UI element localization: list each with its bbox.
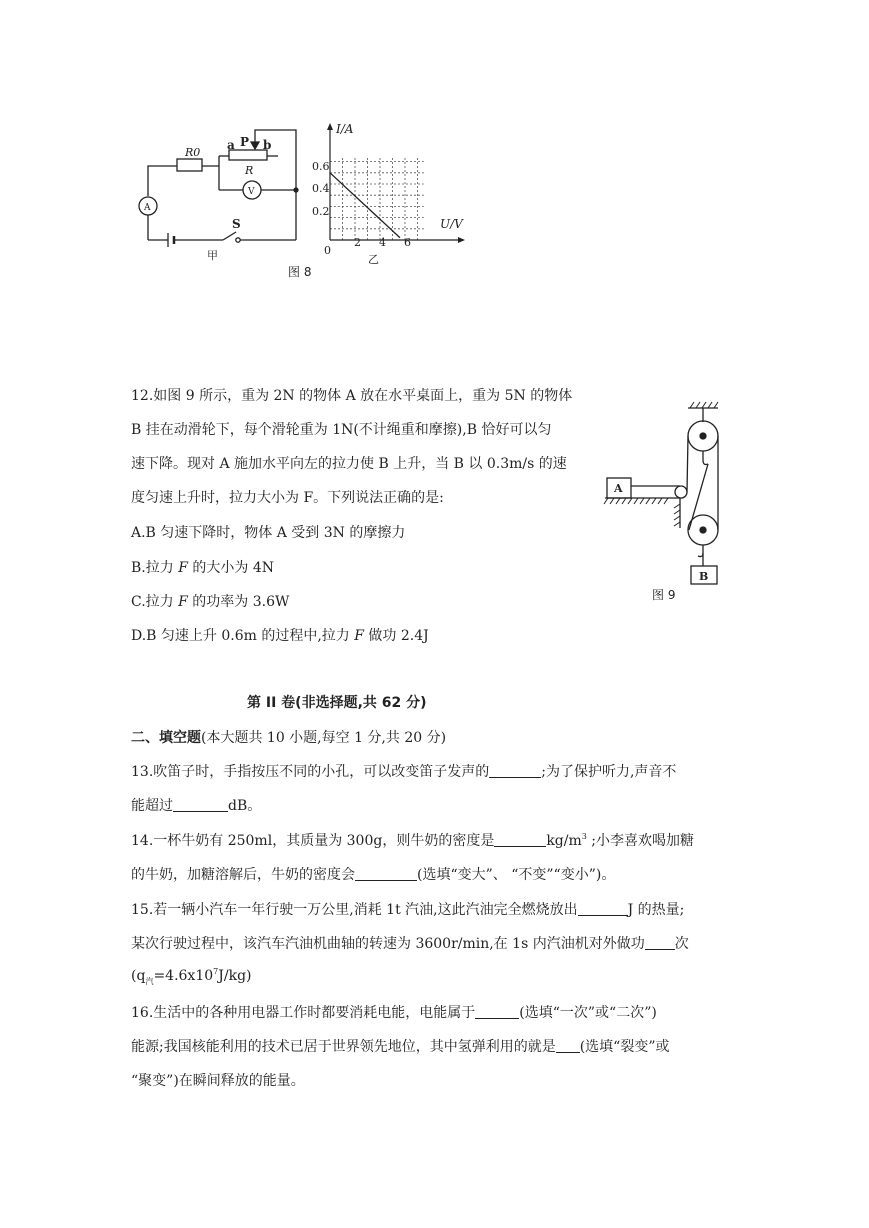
- q13-text-2: 能超过: [131, 798, 173, 814]
- label-b: b: [263, 138, 272, 152]
- q12-line-4: 度匀速上升时，拉力大小为 F。下列说法正确的是:: [131, 490, 444, 506]
- figure-8: [128, 118, 478, 283]
- q13-blank-1[interactable]: [489, 763, 541, 778]
- figure-9: [600, 398, 750, 608]
- label-p: P: [240, 135, 250, 149]
- fixed-pulley-lower-hook: [703, 451, 708, 465]
- q15-line-2: [131, 933, 689, 953]
- q16-text-2: 能源;我国核能利用的技术已居于世界领先地位，其中氢弹利用的就是: [131, 1039, 556, 1055]
- q12-option-d-post: 做功 2.4J: [363, 628, 429, 644]
- circuit-diagram: [139, 130, 298, 247]
- q16-blank-2[interactable]: [556, 1038, 580, 1053]
- movable-pulley-axle: [700, 527, 706, 533]
- q14-blank-1[interactable]: [494, 832, 546, 847]
- q14-unit: kg/m: [546, 833, 582, 849]
- q14-line-2: [131, 864, 615, 884]
- switch-blade: [223, 232, 236, 240]
- y-axis-label: I/A: [336, 122, 354, 136]
- q12-option-c-var: F: [178, 594, 188, 610]
- label-block-b: B: [699, 570, 709, 583]
- q16-blank-1[interactable]: [475, 1004, 519, 1019]
- q14-text-1: 14.一杯牛奶有 250ml，其质量为 300g，则牛奶的密度是: [131, 833, 495, 849]
- q12-line-3: 速下降。现对 A 施加水平向左的拉力使 B 上升，当 B 以 0.3m/s 的速: [131, 456, 567, 472]
- q12-option-c-post: 的功率为 3.6W: [187, 594, 290, 610]
- section-2-heading: [131, 727, 446, 747]
- figure-9-caption: 图 9: [652, 588, 676, 602]
- figure-8-caption: 图 8: [288, 265, 312, 279]
- q15-line-1: [131, 899, 684, 919]
- q12-option-b: [131, 557, 274, 577]
- switch-contact: [236, 238, 240, 242]
- part-2-title: 第 II 卷(非选择题,共 62 分): [247, 695, 427, 711]
- q14-text-2: 的牛奶，加糖溶解后，牛奶的密度会: [131, 867, 355, 883]
- x-tick-4: 4: [379, 236, 386, 249]
- q14-line-1: [131, 830, 694, 850]
- q14-text-2-end: (选填“变大”、 “不变”“变小”)。: [417, 867, 616, 883]
- q15-blank-2[interactable]: [645, 935, 675, 950]
- x-axis-label: U/V: [440, 217, 463, 231]
- q15-text-3-sup: 7: [213, 967, 219, 976]
- ceiling-hatch: [690, 402, 718, 408]
- rope-to-fixed: [687, 436, 688, 492]
- q12-line-2: B 挂在动滑轮下，每个滑轮重为 1N(不计绳重和摩擦),B 恰好可以匀: [131, 422, 552, 438]
- label-a: a: [227, 138, 235, 152]
- y-tick-0-6: 0.6: [312, 160, 330, 173]
- q12-option-d-var: F: [354, 628, 364, 644]
- label-v: V: [248, 187, 255, 197]
- table-hatch: [604, 498, 668, 504]
- q16-text-2-end: (选填“裂变”或: [579, 1039, 670, 1055]
- q15-text-2: 某次行驶过程中，该汽车汽油机曲轴的转速为 3600r/min,在 1s 内汽油机对外做功: [131, 936, 645, 952]
- y-tick-0-2: 0.2: [312, 205, 330, 218]
- y-axis-arrow: [327, 123, 333, 130]
- q13-text-2-end: dB。: [228, 798, 262, 814]
- q13-text-1-end: ;为了保护听力,声音不: [541, 764, 677, 780]
- slider-arrow: [251, 142, 259, 149]
- table-edge-hatch: [674, 504, 680, 526]
- q12-option-a: A.B 匀速下降时，物体 A 受到 3N 的摩擦力: [131, 525, 406, 541]
- label-r0: R0: [185, 146, 201, 159]
- q15-text-2-end: 次: [674, 936, 689, 952]
- q12-option-c-pre: C.拉力: [131, 594, 179, 610]
- q15-text-3-end: J/kg): [218, 968, 252, 984]
- corner-pulley: [675, 486, 687, 498]
- q16-line-3: “聚变”)在瞬间释放的能量。: [131, 1073, 305, 1089]
- q14-unit-sup: 3: [581, 832, 587, 841]
- label-s: S: [232, 217, 241, 231]
- q15-text-1-end: J 的热量;: [627, 902, 685, 918]
- movable-pulley-hook: [698, 545, 703, 557]
- q15-blank-1[interactable]: [578, 901, 628, 916]
- q16-text-1-end: (选填“一次”或“二次”): [519, 1005, 657, 1021]
- q15-text-3-mid: =4.6x10: [153, 968, 214, 984]
- q15-text-3-sub: 汽: [145, 976, 154, 986]
- figure-8-drawing: [128, 118, 478, 283]
- q12-option-b-pre: B.拉力: [131, 560, 179, 576]
- q15-text-1: 15.若一辆小汽车一年行驶一万公里,消耗 1t 汽油,这此汽油完全燃烧放出: [131, 902, 578, 918]
- q12-option-d-pre: D.B 匀速上升 0.6m 的过程中,拉力: [131, 628, 355, 644]
- q14-text-1-end: ;小李喜欢喝加糖: [586, 833, 695, 849]
- q12-line-1: 12.如图 9 所示，重为 2N 的物体 A 放在水平桌面上，重为 5N 的物体: [131, 388, 573, 404]
- x-tick-6: 6: [404, 236, 411, 249]
- y-tick-0-4: 0.4: [312, 182, 330, 195]
- section-2-note: (本大题共 10 小题,每空 1 分,共 20 分): [201, 730, 447, 746]
- q16-line-1: [131, 1002, 657, 1022]
- q15-line-3: [131, 967, 252, 987]
- q13-blank-2[interactable]: [173, 797, 228, 812]
- figure-9-drawing: [600, 398, 750, 608]
- x-tick-0: 0: [324, 244, 331, 257]
- q12-option-d: [131, 625, 429, 645]
- wire-left-top: [148, 166, 177, 196]
- q15-text-3-pre: (q: [131, 968, 146, 984]
- resistor-r0: [177, 159, 202, 171]
- q16-line-2: [131, 1036, 670, 1056]
- label-r: R: [245, 164, 254, 177]
- sub-caption-yi: 乙: [368, 253, 379, 266]
- section-2-title: 二、填空题: [131, 730, 201, 746]
- label-block-a: A: [614, 482, 623, 495]
- iu-line: [330, 173, 400, 238]
- sub-caption-jia: 甲: [207, 249, 218, 262]
- iu-graph: [312, 122, 465, 266]
- fixed-pulley-axle: [700, 433, 706, 439]
- q12-option-b-var: F: [178, 560, 188, 576]
- q13-text-1: 13.吹笛子时，手指按压不同的小孔，可以改变笛子发声的: [131, 764, 490, 780]
- label-a-meter: A: [144, 203, 151, 213]
- q13-line-2: [131, 795, 261, 815]
- q12-option-b-post: 的大小为 4N: [187, 560, 274, 576]
- q13-line-1: [131, 761, 676, 781]
- q16-text-1: 16.生活中的各种用电器工作时都要消耗电能，电能属于: [131, 1005, 476, 1021]
- x-axis-arrow: [458, 237, 465, 243]
- q14-blank-2[interactable]: [355, 866, 417, 881]
- q12-option-c: [131, 591, 289, 611]
- x-tick-2: 2: [354, 236, 361, 249]
